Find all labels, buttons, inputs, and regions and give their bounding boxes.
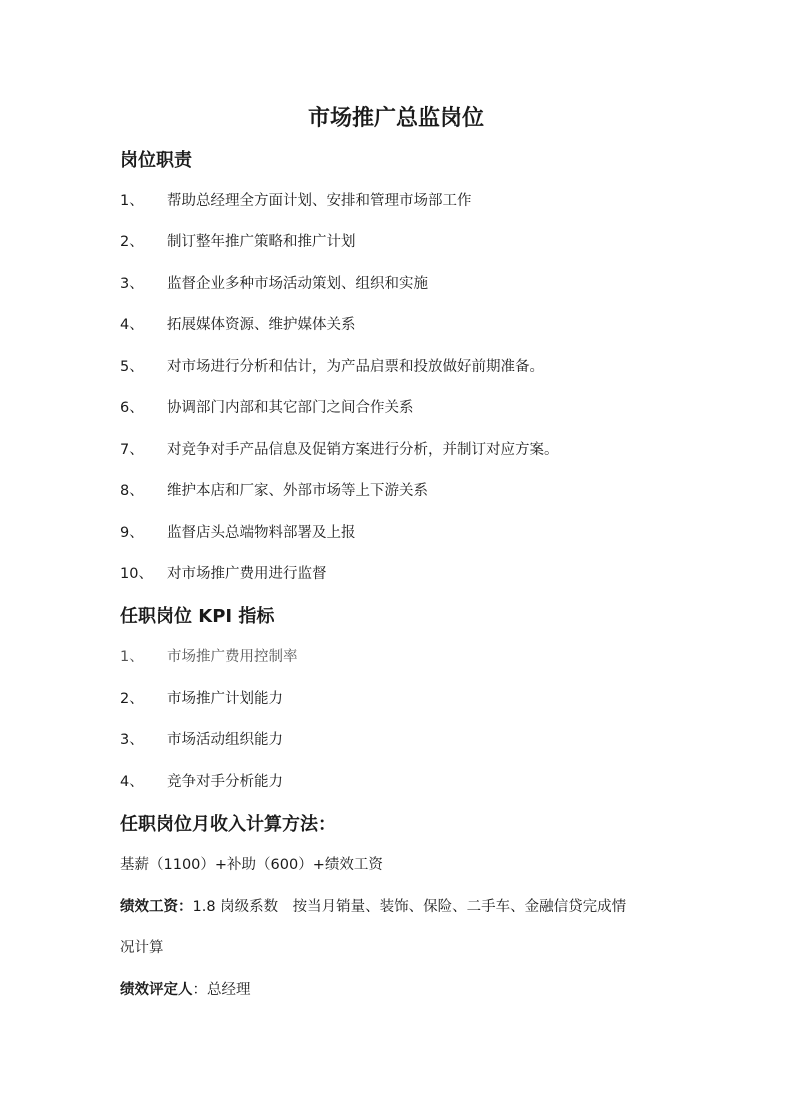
item-text: 对竞争对手产品信息及促销方案进行分析，并制订对应方案。 <box>167 442 559 458</box>
item-text: 竞争对手分析能力 <box>167 774 283 790</box>
item-text: 监督店头总端物料部署及上报 <box>167 525 356 541</box>
item-number: 3、 <box>120 732 144 748</box>
item-number: 4、 <box>120 774 144 790</box>
performance-pay-text: 1.8 岗级系数 按当月销量、装饰、保险、二手车、金融信贷完成情 <box>192 899 627 915</box>
item-number: 4、 <box>120 317 144 333</box>
item-number: 7、 <box>120 442 144 458</box>
item-number: 1、 <box>120 193 144 209</box>
evaluator-text: ：总经理 <box>192 982 251 998</box>
item-text: 制订整年推广策略和推广计划 <box>167 234 356 250</box>
item-text: 帮助总经理全方面计划、安排和管理市场部工作 <box>167 193 472 209</box>
evaluator-label: 绩效评定人 <box>120 982 193 998</box>
performance-pay-label: 绩效工资： <box>120 899 193 915</box>
performance-pay-continuation: 况计算 <box>120 940 164 956</box>
item-number: 2、 <box>120 691 144 707</box>
item-text: 维护本店和厂家、外部市场等上下游关系 <box>167 483 428 499</box>
income-formula: 基薪（1100）+补助（600）+绩效工资 <box>120 857 383 873</box>
section-heading-duties: 岗位职责 <box>120 150 192 171</box>
item-number: 3、 <box>120 276 144 292</box>
item-number: 10、 <box>120 566 153 582</box>
item-number: 8、 <box>120 483 144 499</box>
performance-pay-line <box>120 896 680 918</box>
section-heading-income: 任职岗位月收入计算方法： <box>120 814 336 835</box>
item-text: 协调部门内部和其它部门之间合作关系 <box>167 400 414 416</box>
item-text: 市场活动组织能力 <box>167 732 283 748</box>
item-number: 6、 <box>120 400 144 416</box>
item-text: 监督企业多种市场活动策划、组织和实施 <box>167 276 428 292</box>
item-text: 对市场推广费用进行监督 <box>167 566 327 582</box>
item-number: 1、 <box>120 649 144 665</box>
evaluator-line <box>120 979 680 1001</box>
item-number: 2、 <box>120 234 144 250</box>
item-text: 拓展媒体资源、维护媒体关系 <box>167 317 356 333</box>
item-text: 市场推广费用控制率 <box>167 649 298 665</box>
item-number: 5、 <box>120 359 144 375</box>
section-heading-kpi: 任职岗位 KPI 指标 <box>120 606 275 627</box>
document-title: 市场推广总监岗位 <box>307 106 484 131</box>
item-text: 对市场进行分析和估计，为产品启票和投放做好前期准备。 <box>167 359 544 375</box>
item-text: 市场推广计划能力 <box>167 691 283 707</box>
item-number: 9、 <box>120 525 144 541</box>
